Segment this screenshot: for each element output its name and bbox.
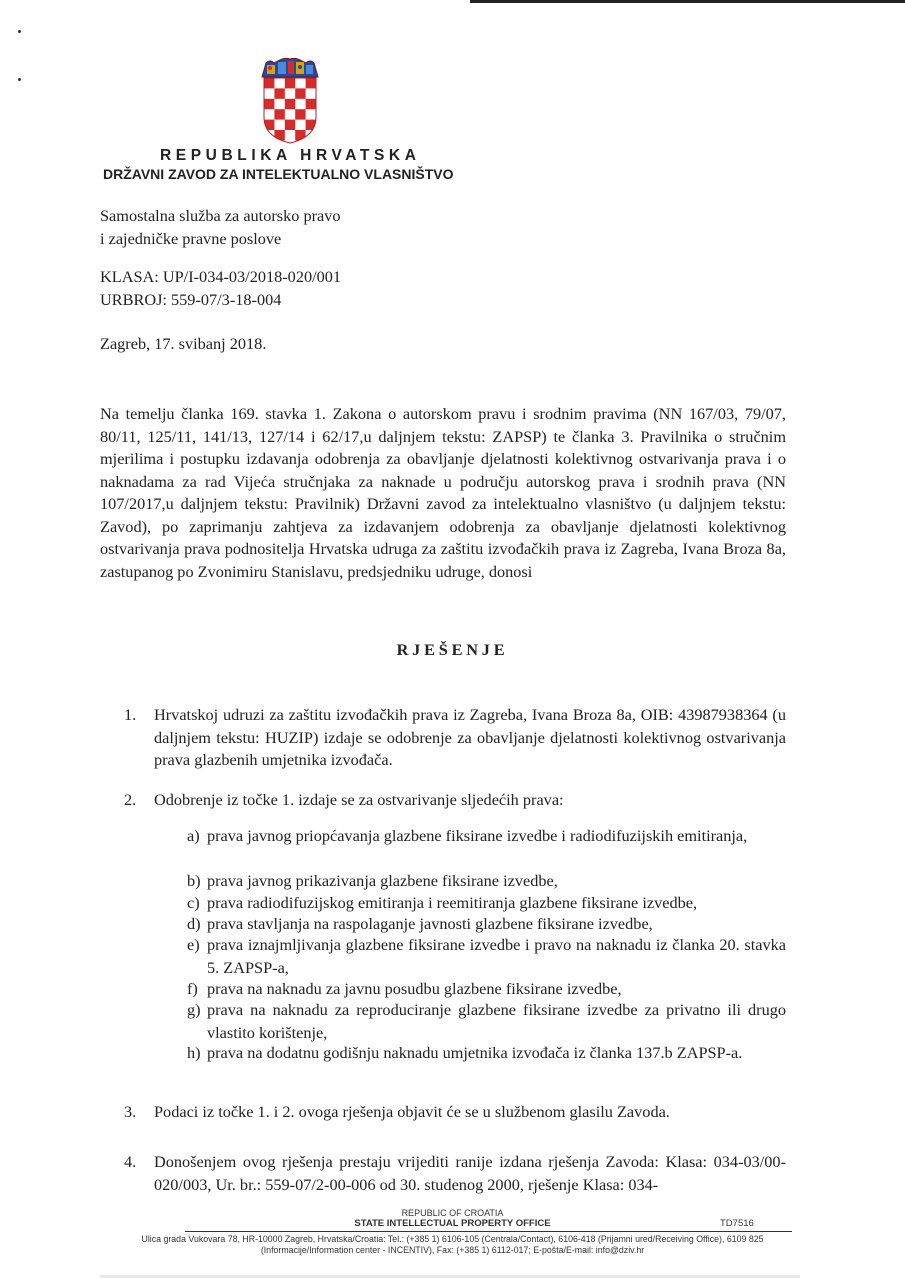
list-item — [124, 1151, 786, 1196]
office-heading: DRŽAVNI ZAVOD ZA INTELEKTUALNO VLASNIŠTVO — [103, 166, 454, 182]
footer-republic: REPUBLIC OF CROATIA — [401, 1208, 504, 1218]
scan-bottom-edge — [100, 1275, 800, 1278]
reference-block — [100, 266, 341, 311]
item-text: Podaci iz točke 1. i 2. ovoga rješenja objavit će se u službenom glasilu Zavoda. — [154, 1102, 670, 1121]
sub-letter: e) — [187, 935, 200, 954]
sub-item — [187, 999, 786, 1044]
sub-letter: g) — [187, 1000, 201, 1019]
item-number: 4. — [124, 1152, 137, 1171]
item-text: Odobrenje iz točke 1. izdaje se za ostvarivanje sljedećih prava: — [154, 790, 564, 809]
item-number: 2. — [124, 790, 137, 809]
footer-divider — [185, 1231, 792, 1232]
sub-text: prava javnog prikazivanja glazbene fiksirane izvedbe, — [207, 871, 558, 890]
sub-text: prava na dodatnu godišnju naknadu umjetnika izvođača iz članka 137.b ZAPSP-a. — [207, 1043, 743, 1062]
sub-item — [187, 978, 786, 1001]
form-code: TD7516 — [720, 1218, 754, 1229]
footer-contact — [0, 1234, 905, 1256]
sub-item — [187, 870, 786, 893]
scan-mark — [18, 78, 21, 81]
item-number: 3. — [124, 1102, 137, 1121]
sub-text: prava na naknadu za javnu posudbu glazbene fiksirane izvedbe, — [207, 979, 622, 998]
scan-mark — [18, 30, 21, 33]
sub-text: prava radiodifuzijskog emitiranja i reemitiranja glazbene fiksirane izvedbe, — [207, 893, 698, 912]
item-number: 1. — [124, 705, 137, 724]
scan-top-edge — [470, 0, 905, 3]
republic-heading: REPUBLIKA HRVATSKA — [160, 147, 421, 164]
sub-item — [187, 1042, 786, 1065]
sub-letter: a) — [187, 826, 200, 845]
sub-text: prava iznajmljivanja glazbene fiksirane izvedbe i pravo na naknadu iz članka 20. stavka 5. ZAPSP-a, — [207, 935, 786, 977]
list-item — [124, 704, 786, 772]
klasa: KLASA: UP/I-034-03/2018-020/001 — [100, 267, 342, 286]
coat-of-arms-icon — [258, 55, 322, 145]
unit-line: Samostalna služba za autorsko pravo — [100, 206, 341, 225]
intro-paragraph: Na temelju članka 169. stavka 1. Zakona o autorskom pravu i srodnim pravima (NN 167/03, 79/07, 80/11, 125/11, 141/13, 127/14 i 62/17,u daljnjem tekstu: ZAPSP) te članka 3. Pravilnika o stručnim mjerilima i postupku izdavanja odobrenja za obavljanje djelatnosti kolektivnog ostvarivanja prava i o naknadama za rad Vijeća stručnjaka za naknade u području autorskog prava i srodnih prava (NN 107/2017,u daljnjem tekstu: Pravilnik) Državni zavod za intelektualno vlasništvo (u daljnjem tekstu: Zavod), po zaprimanju zahtjeva za izdavanjem odobrenja za obavljanje djelatnosti kolektivnog ostvarivanja prava podnositelja Hrvatska udruga za zaštitu izvođačkih prava iz Zagreba, Ivana Broza 8a, zastupanog po Zvonimiru Stanislavu, predsjedniku udruge, donosi — [100, 404, 786, 581]
sub-letter: b) — [187, 871, 201, 890]
sub-item — [187, 825, 786, 848]
list-item — [124, 789, 786, 812]
urbroj: URBROJ: 559-07/3-18-004 — [100, 289, 282, 309]
sub-item — [187, 892, 786, 915]
sub-letter: f) — [187, 979, 198, 998]
footer-contact-text: Ulica grada Vukovara 78, HR-10000 Zagreb, Hrvatska/Croatia: Tel.: (+385 1) 6106-105 (Centrala/Contact), 6106-418 (Prijamni ured/Receiving Office), 6109 825 (Informacije/Information center - INCENTIV), Fax: (+385 1) 6112-017; E-pošta/E-mail: info@dziv.hr — [141, 1234, 764, 1255]
sub-item — [187, 934, 786, 979]
unit-line: i zajedničke pravne poslove — [100, 228, 282, 248]
list-item — [124, 1101, 786, 1124]
footer-office: STATE INTELLECTUAL PROPERTY OFFICE — [354, 1218, 551, 1229]
item-text: Hrvatskoj udruzi za zaštitu izvođačkih prava iz Zagreba, Ivana Broza 8a, OIB: 43987938364 (u daljnjem tekstu: HUZIP) izdaje se odobrenje za obavljanje djelatnosti kolektivnog ostvarivanja prava glazbenih umjetnika izvođača. — [154, 705, 786, 769]
sub-letter: h) — [187, 1043, 201, 1062]
sub-text: prava javnog priopćavanja glazbene fiksirane izvedbe i radiodifuzijskih emitiranja, — [207, 826, 748, 845]
sub-letter: c) — [187, 893, 200, 912]
sub-text: prava na naknadu za reproduciranje glazbene fiksirane izvedbe za privatno ili drugo vlastito korištenje, — [207, 1000, 786, 1042]
sub-letter: d) — [187, 914, 201, 933]
place-date: Zagreb, 17. svibanj 2018. — [100, 334, 267, 353]
sub-item — [187, 913, 786, 936]
unit-name — [100, 205, 341, 250]
item-text: Donošenjem ovog rješenja prestaju vrijediti ranije izdana rješenja Zavoda: Klasa: 034-03/00-020/003, Ur. br.: 559-07/2-00-006 od 30. studenog 2000, rješenje Klasa: 034- — [154, 1152, 786, 1194]
sub-text: prava stavljanja na raspolaganje javnosti glazbene fiksirane izvedbe, — [207, 914, 653, 933]
document-title: RJEŠENJE — [396, 640, 509, 659]
